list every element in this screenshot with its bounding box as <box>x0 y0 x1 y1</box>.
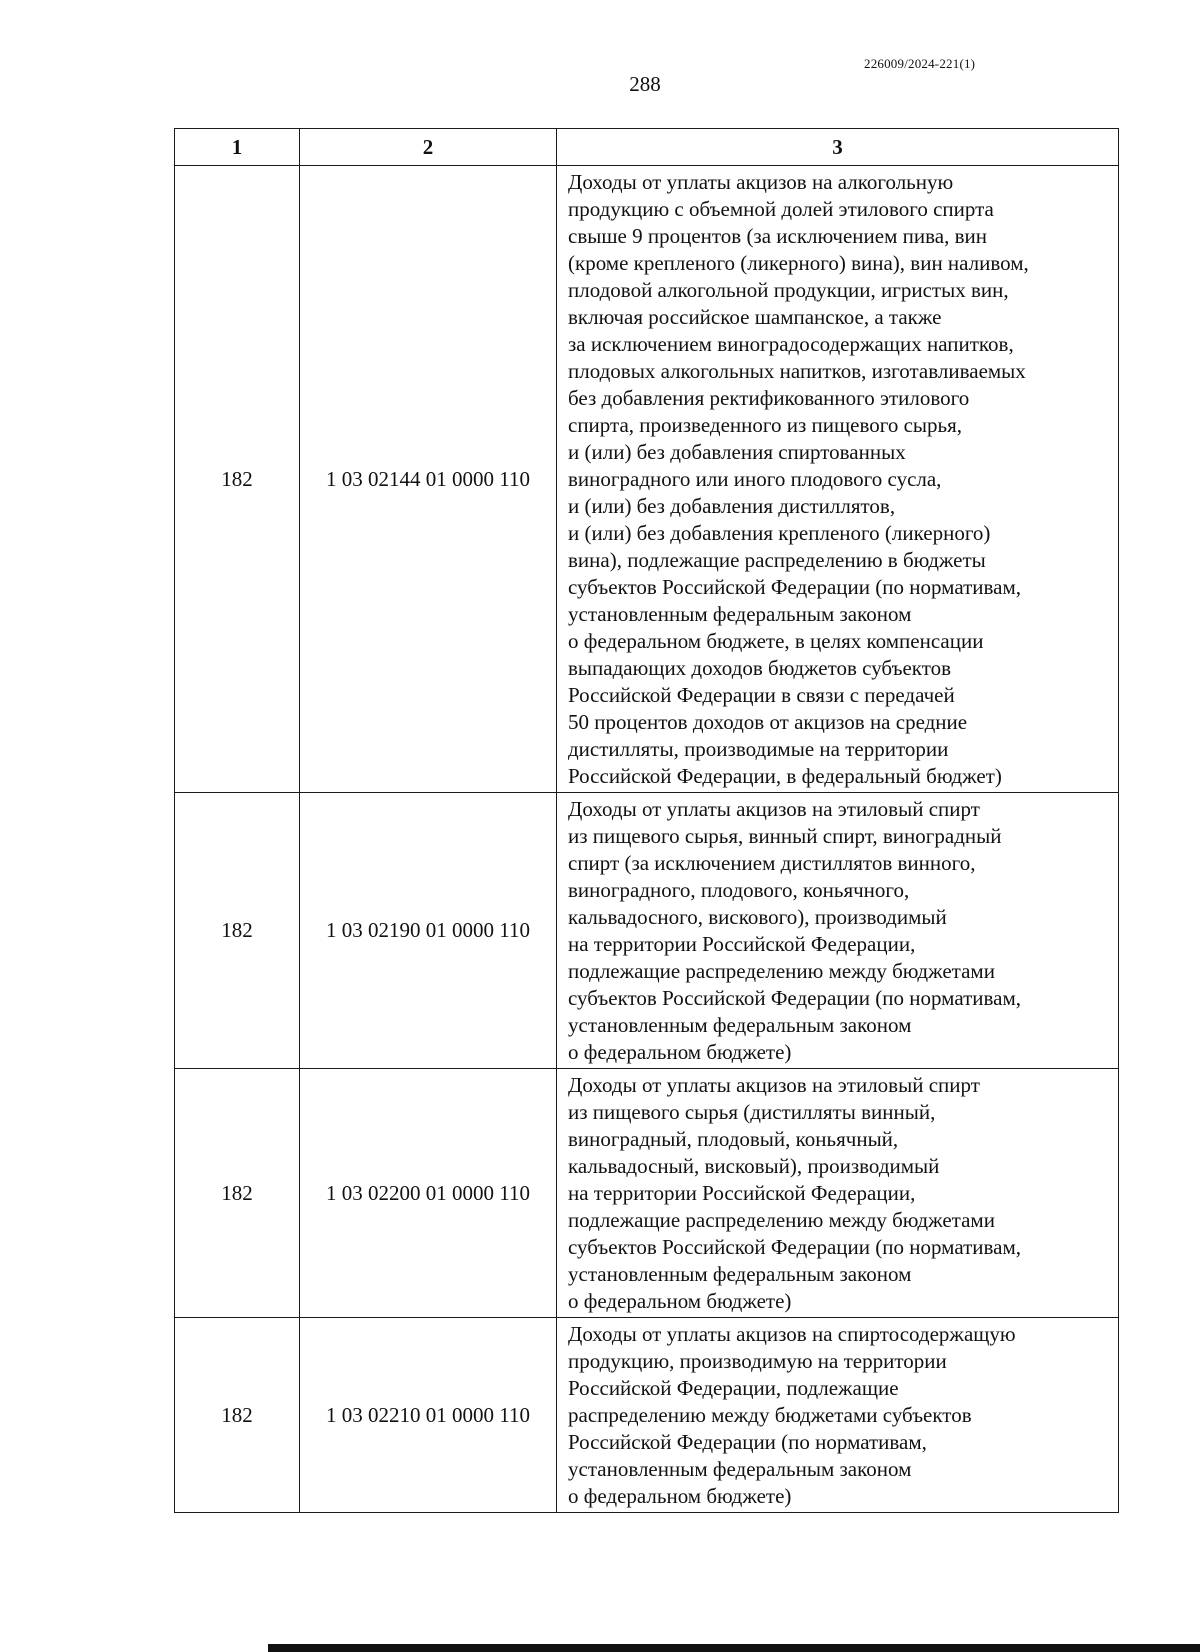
page-number: 288 <box>629 72 661 96</box>
description-line: подлежащие распределению между бюджетами <box>568 1208 995 1232</box>
description-line: установленным федеральным законом <box>568 1013 912 1037</box>
revenue-code-cell: 1 03 02210 01 0000 110 <box>300 1318 557 1513</box>
table-row <box>175 793 1119 1069</box>
description-line: Российской Федерации в связи с передачей <box>568 683 955 707</box>
description-line: дистилляты, производимые на территории <box>568 737 949 761</box>
description-line: и (или) без добавления спиртованных <box>568 440 906 464</box>
description-line: о федеральном бюджете) <box>568 1040 792 1064</box>
table-row <box>175 166 1119 793</box>
description-line: и (или) без добавления крепленого (ликерного) <box>568 521 991 545</box>
description-line: за исключением виноградосодержащих напитков, <box>568 332 1014 356</box>
description-line: кальвадосный, висковый), производимый <box>568 1154 940 1178</box>
revenue-description-cell <box>557 166 1119 793</box>
description-line: на территории Российской Федерации, <box>568 932 916 956</box>
description-line: выпадающих доходов бюджетов субъектов <box>568 656 952 680</box>
description-line: 50 процентов доходов от акцизов на средние <box>568 710 968 734</box>
description-line: без добавления ректификованного этилового <box>568 386 970 410</box>
table-header-row <box>175 129 1119 166</box>
description-line: плодовой алкогольной продукции, игристых вин, <box>568 278 1009 302</box>
document-registration-code: 226009/2024-221(1) <box>864 56 976 71</box>
description-line: Доходы от уплаты акцизов на алкогольную <box>568 170 954 194</box>
description-line: субъектов Российской Федерации (по нормативам, <box>568 575 1022 599</box>
description-line: Российской Федерации (по нормативам, <box>568 1430 927 1454</box>
description-line: спирта, произведенного из пищевого сырья, <box>568 413 962 437</box>
description-line: (кроме крепленого (ликерного) вина), вин наливом, <box>568 251 1029 275</box>
scan-edge-bar <box>268 1644 1200 1652</box>
description-line: вина), подлежащие распределению в бюджеты <box>568 548 986 572</box>
description-line: о федеральном бюджете, в целях компенсации <box>568 629 984 653</box>
description-line: кальвадосного, вискового), производимый <box>568 905 947 929</box>
admin-code-cell: 182 <box>175 793 300 1069</box>
description-line: о федеральном бюджете) <box>568 1289 792 1313</box>
revenue-code-cell: 1 03 02190 01 0000 110 <box>300 793 557 1069</box>
description-line: о федеральном бюджете) <box>568 1484 792 1508</box>
description-line: субъектов Российской Федерации (по нормативам, <box>568 986 1022 1010</box>
description-line: на территории Российской Федерации, <box>568 1181 916 1205</box>
description-line: виноградного, плодового, коньячного, <box>568 878 910 902</box>
description-line: виноградный, плодовый, коньячный, <box>568 1127 899 1151</box>
description-line: продукцию с объемной долей этилового спирта <box>568 197 994 221</box>
column-header-1: 1 <box>175 129 300 166</box>
description-line: субъектов Российской Федерации (по нормативам, <box>568 1235 1022 1259</box>
revenue-description-cell <box>557 793 1119 1069</box>
column-header-2: 2 <box>300 129 557 166</box>
description-line: плодовых алкогольных напитков, изготавливаемых <box>568 359 1026 383</box>
revenue-description-cell <box>557 1318 1119 1513</box>
description-line: спирт (за исключением дистиллятов винного, <box>568 851 976 875</box>
admin-code-cell: 182 <box>175 1318 300 1513</box>
description-line: Доходы от уплаты акцизов на этиловый спирт <box>568 1073 980 1097</box>
table-body <box>175 166 1119 1513</box>
description-line: виноградного или иного плодового сусла, <box>568 467 942 491</box>
description-line: из пищевого сырья (дистилляты винный, <box>568 1100 936 1124</box>
description-line: продукцию, производимую на территории <box>568 1349 947 1373</box>
column-header-3: 3 <box>557 129 1119 166</box>
revenue-code-cell: 1 03 02144 01 0000 110 <box>300 166 557 793</box>
description-line: распределению между бюджетами субъектов <box>568 1403 972 1427</box>
table-row <box>175 1318 1119 1513</box>
description-line: подлежащие распределению между бюджетами <box>568 959 995 983</box>
admin-code-cell: 182 <box>175 166 300 793</box>
description-line: установленным федеральным законом <box>568 1457 912 1481</box>
description-line: Доходы от уплаты акцизов на спиртосодержащую <box>568 1322 1016 1346</box>
description-line: установленным федеральным законом <box>568 602 912 626</box>
description-line: Российской Федерации, в федеральный бюджет) <box>568 764 1002 788</box>
revenue-description-cell <box>557 1069 1119 1318</box>
description-line: из пищевого сырья, винный спирт, виноградный <box>568 824 1002 848</box>
budget-revenue-table <box>174 128 1119 1513</box>
admin-code-cell: 182 <box>175 1069 300 1318</box>
description-line: свыше 9 процентов (за исключением пива, вин <box>568 224 987 248</box>
table-row <box>175 1069 1119 1318</box>
revenue-code-cell: 1 03 02200 01 0000 110 <box>300 1069 557 1318</box>
description-line: установленным федеральным законом <box>568 1262 912 1286</box>
description-line: включая российское шампанское, а также <box>568 305 942 329</box>
description-line: Доходы от уплаты акцизов на этиловый спирт <box>568 797 980 821</box>
description-line: и (или) без добавления дистиллятов, <box>568 494 896 518</box>
description-line: Российской Федерации, подлежащие <box>568 1376 899 1400</box>
